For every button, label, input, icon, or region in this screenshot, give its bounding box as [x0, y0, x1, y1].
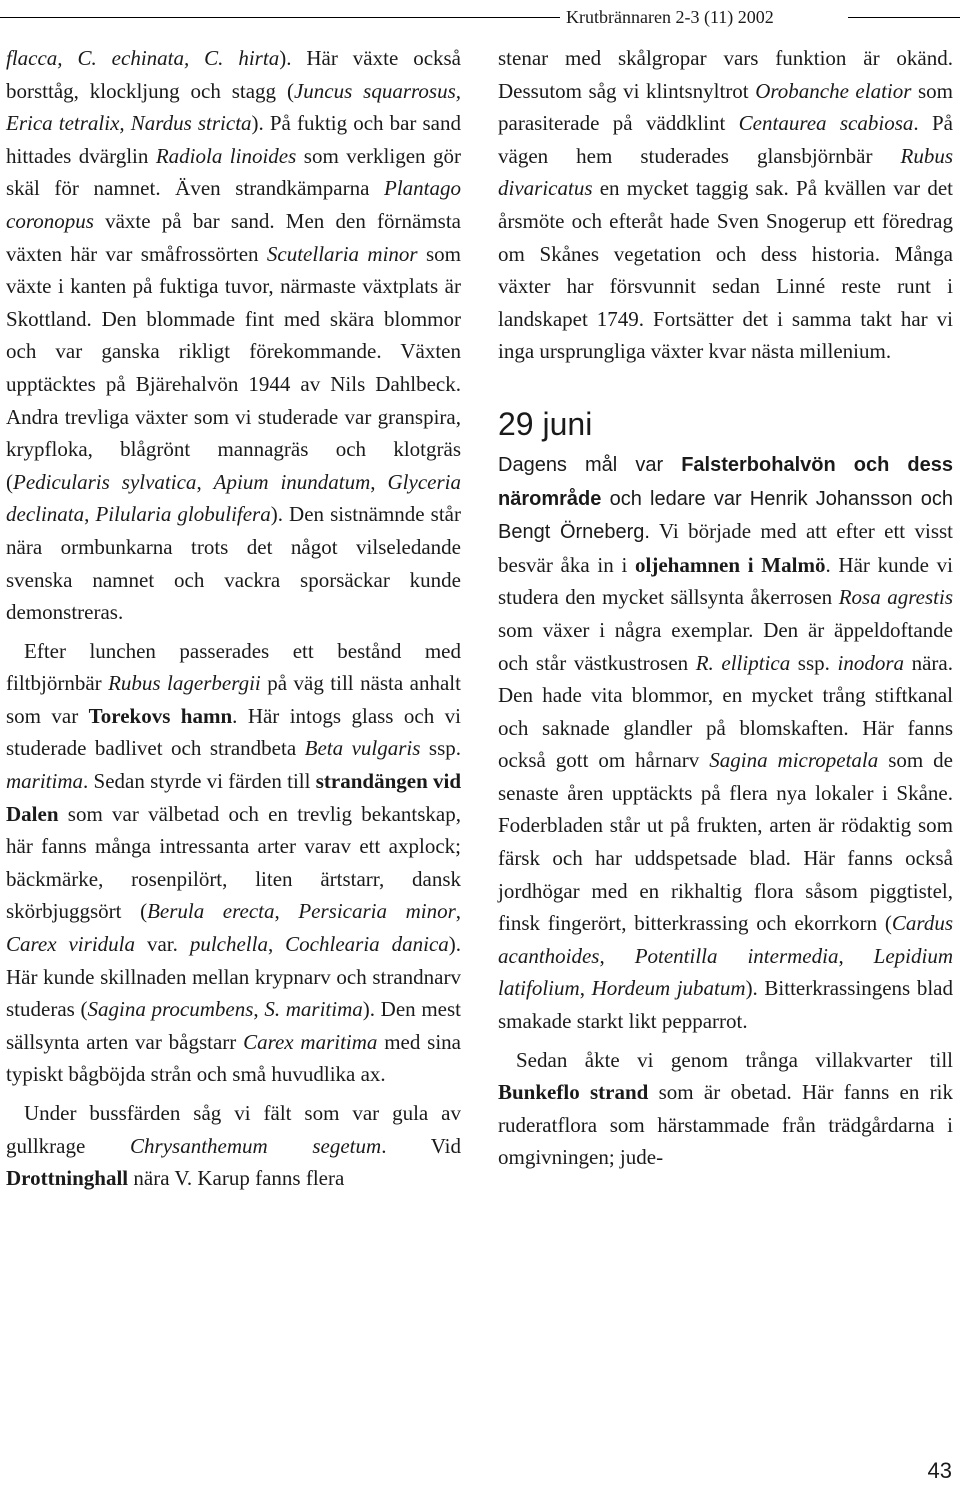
text-run: Cardus acanthoides: [498, 911, 953, 968]
text-run: som de senaste åren upptäckts på flera nya lokaler i Skåne. Foderbladen står ut på frukten, arten är rödaktig som färsk och har uddspetsade blad. Här fanns också jordhögar med en rikhaltig flora såsom piggtistel, finsk fingerört, bitterkrassing och ekorrkorn (: [498, 748, 953, 936]
text-run: pulchella: [189, 932, 268, 957]
text-run: nära V. Karup fanns flera: [128, 1166, 345, 1191]
text-run: Persicaria minor: [298, 899, 456, 924]
text-run: oljehamnen i Malmö: [635, 552, 826, 577]
text-run: som växte i kanten på fuktiga tuvor, närmaste växtplats är Skottland. Den blommade fint med skära blommor och var ganska rikligt förekommande. Växten upptäcktes på Bjärehalvön 1944 av Nils Dahlbeck. Andra trevliga växter som vi studerade var granspira, krypfloka, blågrönt mannagräs och klotgräs (: [6, 241, 461, 494]
text-run: ssp.: [420, 736, 461, 761]
text-run: ). Här växte också borsttåg, klockljung och stagg (: [6, 46, 462, 103]
text-run: med sina typiskt bågböjda strån och små huvudlika ax.: [6, 1029, 461, 1087]
text-run: ssp.: [790, 650, 838, 675]
text-run: Pedicularis sylvatica: [13, 469, 197, 494]
text-run: . Vid: [381, 1133, 461, 1158]
text-run: ). Bitterkrassingens blad smakade starkt likt pepparrot.: [498, 976, 953, 1034]
text-run: Juncus squarrosus, Erica tetralix, Nardus stricta: [6, 78, 461, 136]
text-run: Chrysanthemum segetum: [130, 1133, 382, 1158]
text-run: . Här kunde vi studera den mycket sällsynta åkerrosen: [498, 552, 954, 610]
text-run: Rubus divaricatus: [498, 143, 953, 201]
text-run: ,: [838, 943, 874, 968]
text-run: på väg till nästa anhalt som var: [6, 671, 461, 728]
text-run: . På vägen hem studerades glansbjörnbär: [498, 111, 953, 168]
running-title: Krutbrännaren 2-3 (11) 2002: [566, 7, 774, 27]
text-run: Falsterbohalvön och dess närområde: [498, 453, 953, 510]
text-run: Beta vulgaris: [304, 736, 421, 761]
text-run: Torekovs hamn: [88, 703, 233, 728]
text-run: Carex viridula: [6, 932, 135, 957]
text-run: Sagina micropetala: [709, 748, 879, 773]
text-run: strandängen vid Dalen: [6, 769, 462, 826]
text-run: ). På fuktig och bar sand hittades dvärglin: [6, 111, 461, 168]
text-run: ,: [599, 943, 635, 968]
text-run: ,: [84, 502, 96, 527]
text-run: och ledare var Henrik Johansson och Bengt Örneberg.: [498, 487, 953, 544]
text-run: som är obetad. Här fanns en rik ruderatflora som härstammade från trädgårdarna i omgivningen; jude-: [498, 1080, 953, 1170]
text-run: Glyceria declinata: [6, 469, 461, 527]
text-run: var.: [135, 932, 190, 957]
header-rule-right: [848, 17, 960, 18]
section-heading: 29 juni: [498, 405, 593, 442]
right-paragraph-3: [498, 1044, 953, 1174]
text-run: Radiola linoides: [155, 143, 297, 168]
text-run: Pilularia globulifera: [95, 502, 271, 527]
text-run: som verkligen gör skäl för namnet. Även strandkämparna: [6, 143, 461, 201]
text-run: som var välbetad och en trevlig bekantskap, här fanns många intressanta arter varav ett axplock; bäckmärke, rosenpilört, liten ärtstarr, dansk skörbjuggsört (: [6, 801, 461, 924]
right-column: [498, 42, 953, 1174]
text-run: Drottninghall: [6, 1166, 129, 1191]
text-run: en mycket taggig sak. På kvällen var det årsmöte och efteråt hade Sven Snogerup ett föredrag om Skånes vegetation och dess historia. Många växter har försvunnit sedan Linné reste runt i landskapet 1749. Fortsätter det i samma takt har vi inga ursprungliga växter kvar nästa millenium.: [498, 176, 953, 364]
text-run: nära. Den hade vita blommor, en mycket trång stiftkanal och saknade glandler på blomskaften. Här fanns också gott om hårnarv: [498, 650, 953, 773]
text-run: Potentilla intermedia: [634, 943, 839, 968]
text-run: som parasiterade på väddklint: [498, 78, 953, 136]
text-run: Plantago coronopus: [6, 176, 461, 233]
text-run: Rubus lagerbergii: [108, 671, 261, 696]
text-run: Hordeum jubatum: [591, 976, 746, 1001]
page-number: 43: [927, 1458, 952, 1483]
text-run: S. maritima: [264, 997, 363, 1022]
text-run: Scutellaria minor: [266, 241, 418, 266]
text-run: ,: [455, 899, 461, 924]
text-run: . Sedan styrde vi färden till: [83, 769, 316, 794]
text-run: Vi började med att efter ett visst besvär åka in i: [498, 519, 953, 577]
header-rule-left: [0, 17, 560, 18]
left-column: [6, 42, 461, 1195]
text-run: flacca, C. echinata, C. hirta: [6, 46, 280, 70]
text-run: Efter lunchen passerades ett bestånd med filtbjörnbär: [6, 638, 461, 696]
text-run: maritima: [6, 769, 84, 794]
text-run: . Här intogs glass och vi studerade badlivet och strandbeta: [6, 703, 461, 761]
text-run: som växer i några exemplar. Den är äppeldoftande och står västkustrosen: [498, 617, 953, 675]
text-run: ). Den sistnämnde står nära ormbunkarna trots det något vilseledande svenska namnet och vackra sporsäckar kunde demonstreras.: [6, 502, 461, 625]
text-run: Under bussfärden såg vi fält som var gula av gullkrage: [6, 1101, 461, 1158]
running-header: [0, 6, 960, 28]
right-paragraph-1: [498, 42, 953, 368]
text-run: Centaurea scabiosa: [738, 111, 914, 136]
text-run: ,: [274, 899, 299, 924]
left-paragraph-1: [6, 42, 461, 629]
left-paragraph-3: [6, 1097, 461, 1195]
text-run: Berula erecta: [147, 899, 275, 924]
text-run: ,: [370, 469, 388, 494]
text-run: Sedan åkte vi genom trånga villakvarter till: [516, 1047, 953, 1072]
text-run: ). Den mest sällsynta arten var bågstarr: [6, 997, 461, 1054]
text-run: Orobanche elatior: [755, 78, 912, 103]
text-run: ,: [253, 997, 265, 1022]
text-run: stenar med skålgropar vars funktion är okänd. Dessutom såg vi klintsnyltrot: [498, 46, 953, 103]
text-run: Cochlearia danica: [285, 932, 449, 957]
left-paragraph-2: [6, 635, 461, 1091]
text-run: ,: [579, 976, 592, 1001]
text-run: inodora: [837, 650, 905, 675]
text-run: ). Här kunde skillnaden mellan krypnarv och strandnarv studeras (: [6, 932, 462, 1022]
right-paragraph-2: [498, 448, 953, 1038]
text-run: Lepidium latifolium: [498, 943, 953, 1001]
text-run: Sagina procumbens: [87, 997, 254, 1022]
text-run: växte på bar sand. Men den förnämsta växten här var småfrossörten: [6, 208, 461, 266]
text-run: Dagens mål var: [498, 453, 682, 476]
text-run: ,: [196, 469, 214, 494]
text-run: Bunkeflo strand: [498, 1080, 649, 1105]
text-run: R. elliptica: [695, 650, 791, 675]
text-run: Apium inundatum: [213, 469, 371, 494]
text-run: ,: [267, 932, 286, 957]
text-run: Carex maritima: [243, 1029, 378, 1054]
text-run: Rosa agrestis: [838, 585, 953, 610]
